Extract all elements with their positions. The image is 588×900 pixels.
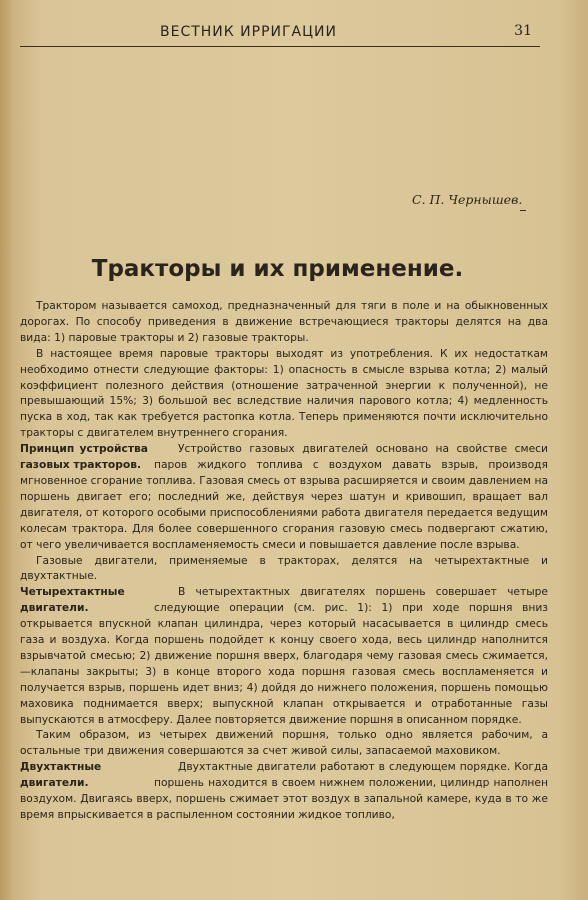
running-header (20, 20, 540, 47)
page-number: 31 (514, 23, 532, 39)
paragraph-4: Таким образом, из четырех движений поршня, только одно является рабочим, а остальные три движения совершаются за счет живой силы, запасаемой маховиком. (20, 728, 548, 758)
section-heading-four-stroke: Четырехтактные двигатели. (20, 585, 125, 615)
author-underline (520, 210, 526, 211)
paragraph-2: В настоящее время паровые тракторы выходят из употребления. К их недостаткам необходимо отнести следующие факторы: 1) опасность в смысле взрыва котла; 2) малый коэффициент полезного действия (отношение затраченной энергии к полученной), не превышающий 15%; 3) большой вес вследствие наличия парового котла; 4) медленность пуска в ход, так как требуется растопка котла. Теперь применяются почти исключительно тракторы с двигателем внутреннего сгорания. (20, 346, 548, 440)
article-body (20, 298, 548, 823)
author-name: С. П. Чернышев. (412, 192, 523, 207)
section-four-stroke (20, 584, 548, 727)
journal-title: ВЕСТНИК ИРРИГАЦИИ (160, 24, 337, 40)
section-text-two-stroke: Двухтактные двигатели работают в следующем порядке. Когда поршень находится в своем нижнем положении, цилиндр наполнен воздухом. Двигаясь вверх, поршень сжимает этот воздух в запальной камере, куда в то же время впрыскивается в распыленном состоянии жидкое топливо, (20, 760, 548, 821)
paragraph-3: Газовые двигатели, применяемые в тракторах, делятся на четырехтактные и двухтактные. (20, 553, 548, 583)
section-two-stroke (20, 759, 548, 823)
section-text-four-stroke: В четырехтактных двигателях поршень совершает четыре следующие операции (см. рис. 1): 1) при ходе поршня вниз открывается впускной клапан цилиндра, через который насасывается в цилиндр смесь газа и воздуха. Когда поршень подойдет к концу своего хода, весь цилиндр наполнится взрывчатой смесью; 2) движение поршня вверх, благодаря чему газовая смесь сжимается,—клапаны закрыты; 3) в конце второго хода поршня газовая смесь воспламеняется и получается взрыв, поршень идет вниз; 4) дойдя до нижнего положения, поршень помощью маховика поднимается вверх; выпускной клапан открывается и отработанные газы выпускаются в атмосферу. Далее повторяется движение поршня в описанном порядке. (20, 585, 548, 726)
article-title: Тракторы и их применение. (91, 256, 464, 282)
section-heading-two-stroke: Двухтактные двигатели. (20, 760, 102, 790)
section-text-gas-tractors: Устройство газовых двигателей основано на свойстве смеси паров жидкого топлива с воздухом давать взрыв, производя мгновенное сгорание топлива. Газовая смесь от взрыва расширяется и своим давлением на поршень двигает его; последний же, действуя через шатун и кривошип, вращает вал двигателя, от которого особыми приспособлениями работа двигателя передается ведущим колесам трактора. Для более совершенного сгорания газовую смесь подвергают сжатию, от чего увеличивается воспламеняемость смеси и повышается давление после взрыва. (20, 442, 548, 551)
section-gas-tractors (20, 441, 548, 552)
paragraph-1: Трактором называется самоход, предназначенный для тяги в поле и на обыкновенных дорогах. По способу приведения в движение встречающиеся тракторы делятся на два вида: 1) паровые тракторы и 2) газовые тракторы. (20, 299, 548, 344)
section-heading-gas-tractors: Принцип устройства газовых тракторов. (20, 442, 148, 472)
